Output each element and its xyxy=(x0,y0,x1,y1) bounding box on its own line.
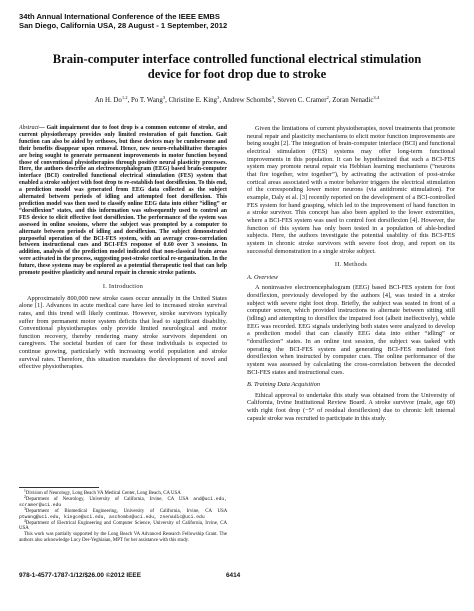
abstract-label: Abstract xyxy=(19,125,39,131)
footnote: $^4$Department of Electrical Engineering and Computer Science, University of California, Irvine, CA USA xyxy=(19,518,227,532)
footnote-email: and@uci.edu, scramer@uci.edu xyxy=(19,496,228,508)
conference-name: 34th Annual International Conference of the IEEE EMBS xyxy=(19,12,220,21)
body-paragraph: Given the limitations of current physiotherapies, novel treatments that promote neural repair and plasticity mechanisms to elicit motor function improvements are being sought [2]. The integration of brain-computer interface (BCI) and functional electrical stimulation (FES) systems may offer long-term functional improvements in this population. It can be hypothesized that such a BCI-FES system may promote neural repair via Hebbian learning mechanisms (“neurons that fire together, wire together”), by activating the activation of post-stroke cortical areas associated with a motor behavior triggers the electrical stimulation of the corresponding lower motor neurons (via antidromic stimulation). For example, Daly et al. [3] recently reported on the development of a BCI-controlled FES system for hand grasping, which led to the improvement of hand function in a stroke survivor. This concept has also been applied to the lower extremities, where a BCI-FES system was used to control foot dorsiflexion [4]. However, the function of this system has only been tested in a population of able-bodied subjects. Here, the authors investigate the potential usability of this BCI-FES system in chronic stroke survivors with severe foot drop, and report on its successful demonstration in a single stroke subject. xyxy=(247,125,455,255)
abstract xyxy=(19,125,227,277)
page-number: 6414 xyxy=(226,572,241,579)
footnote-funding: This work was partially supported by the Long Beach VA Advanced Research Fellowship Grant. The authors also acknowledge Lucy Der-Yeghiaian, MPT for her assistance with this study. xyxy=(19,532,227,544)
subsection-heading-training: B. Training Data Acquisition xyxy=(247,381,321,389)
footnote: $^3$Department of Biomedical Engineering, University of California, Irvine, CA USA ptwang@uci.edu, kingce@uci.edu, aschombs@uci.edu, znenadic@uci.edu xyxy=(19,506,227,520)
title-line-2: device for foot drop due to stroke xyxy=(147,67,327,81)
author: Po T. Wang$^3$ xyxy=(131,95,166,104)
introduction-paragraph: Approximately 800,000 new stroke cases occur annually in the United States alone [1]. Advances in acute medical care have led to increased stroke survival rates, and this trend will likely continue. However, stroke survivors typically suffer from permanent motor system deficits that lead to significant disability. Conventional physiotherapies only provide limited neurological and motor function recovery, thereby rendering many stroke survivors dependent on caregivers. The societal burden of care for these individuals is expected to continue growing, particularly with increasing world population and stroke survival rates. Therefore, this situation mandates the development of novel and effective physiotherapies. xyxy=(19,294,227,371)
copyright-line: 978-1-4577-1787-1/12/$26.00 ©2012 IEEE xyxy=(19,572,141,579)
section-heading-methods: II. Methods xyxy=(334,261,368,269)
conference-header xyxy=(19,12,227,30)
footnotes xyxy=(19,487,227,544)
conference-location: San Diego, California USA, 28 August - 1 September, 2012 xyxy=(19,21,228,31)
author: Andrew Schombs$^3$ xyxy=(222,95,274,104)
abstract-text: — Gait impairment due to foot drop is a common outcome of stroke, and current physiotherapy provides only limited restoration of gait function. Gait function can also be aided by orthoses, but these devices may be cumbersome and their benefits disappear upon removal. Hence, new neuro-rehabilitative therapies are being sought to generate permanent improvements in motor function beyond those of conventional physiotherapies through positive neural plasticity processes. Here, the authors describe an electroencephalogram (EEG) based brain-computer interface (BCI) controlled functional electrical stimulation (FES) system that enabled a stroke subject with foot drop to re-establish foot dorsiflexion. To this end, a prediction model was generated from EEG data collected as the subject alternated between periods of idling and attempted foot dorsiflexion. This prediction model was then used to classify online EEG data into either “idling” or “dorsiflexion” states, and this information was subsequently used to control an FES device to elicit effective foot dorsiflexion. The performance of the system was assessed in online sessions, where the subject was prompted by a computer to alternate between periods of idling and dorsiflexion. The subject demonstrated purposeful operation of the BCI-FES system, with an average cross-correlation between instructional cues and BCI-FES response of 0.60 over 3 sessions. In addition, analysis of the prediction model indicated that non-classical brain areas were activated in the process, suggesting post-stroke cortical re-organization. In the future, these systems may be explored as a potential therapeutic tool that can help promote positive plasticity and neural repair in chronic stroke patients. xyxy=(19,125,227,277)
author: An H. Do$^{1,2}$ xyxy=(94,95,128,104)
author: Christine E. King$^3$ xyxy=(168,95,220,104)
author: Steven C. Cramer$^2$ xyxy=(277,95,329,104)
footnote: $^1$Division of Neurology, Long Beach VA Medical Center, Long Beach, CA USA xyxy=(24,489,181,496)
title-line-1: Brain-computer interface controlled functional electrical stimulation xyxy=(52,52,422,66)
left-column xyxy=(19,125,227,371)
training-paragraph: Ethical approval to undertake this study was obtained from the University of California, Irvine Institutional Review Board. A stroke survivor (male, age 60) with right foot drop (−5° of residual dorsiflexion) due to chronic left internal capsule stroke was recruited to participate in this study. xyxy=(247,391,455,422)
footnote-email: ptwang@uci.edu, kingce@uci.edu, aschombs@uci.edu, znenadic@uci.edu xyxy=(19,514,205,520)
overview-paragraph: A noninvasive electroencephalogram (EEG) based BCI-FES system for foot dorsiflexion, previously developed by the authors [4], was tested in a stroke subject with severe right foot drop. Briefly, the subject was seated in front of a computer screen, which provided instructions to alternate between sitting still (idling) and attempting to dorsiflex the impaired foot (albeit ineffectively), while EEG was recorded. EEG signals underlying both states were analyzed to develop a prediction model that can classify EEG data into either “idling” or “dorsiflexion” states. In an online test session, the subject was tasked with operating the BCI-FES system and generating BCI-FES mediated foot dorsiflexion when instructed by computer cues. The online performance of the system was assessed by calculating the cross-correlation between the decoded BCI-FES states and instructional cues. xyxy=(247,284,455,376)
author-list: An H. Do$^{1,2}$, Po T. Wang$^3$, Christine E. King$^3$, Andrew Schombs$^3$, Steven C. Cramer$^2$, Zoran Nenadic$^{3,4}$ xyxy=(94,95,380,104)
right-column xyxy=(247,125,455,422)
author: Zoran Nenadic$^{3,4}$ xyxy=(332,95,380,104)
section-heading-introduction: I. Introduction xyxy=(102,282,144,290)
paper-title xyxy=(19,52,455,82)
subsection-heading-overview: A. Overview xyxy=(247,273,279,281)
footnote: $^2$Department of Neurology, University of California, Irvine, CA USA and@uci.edu, scramer@uci.edu xyxy=(19,494,228,508)
footnote-rule xyxy=(19,487,99,488)
